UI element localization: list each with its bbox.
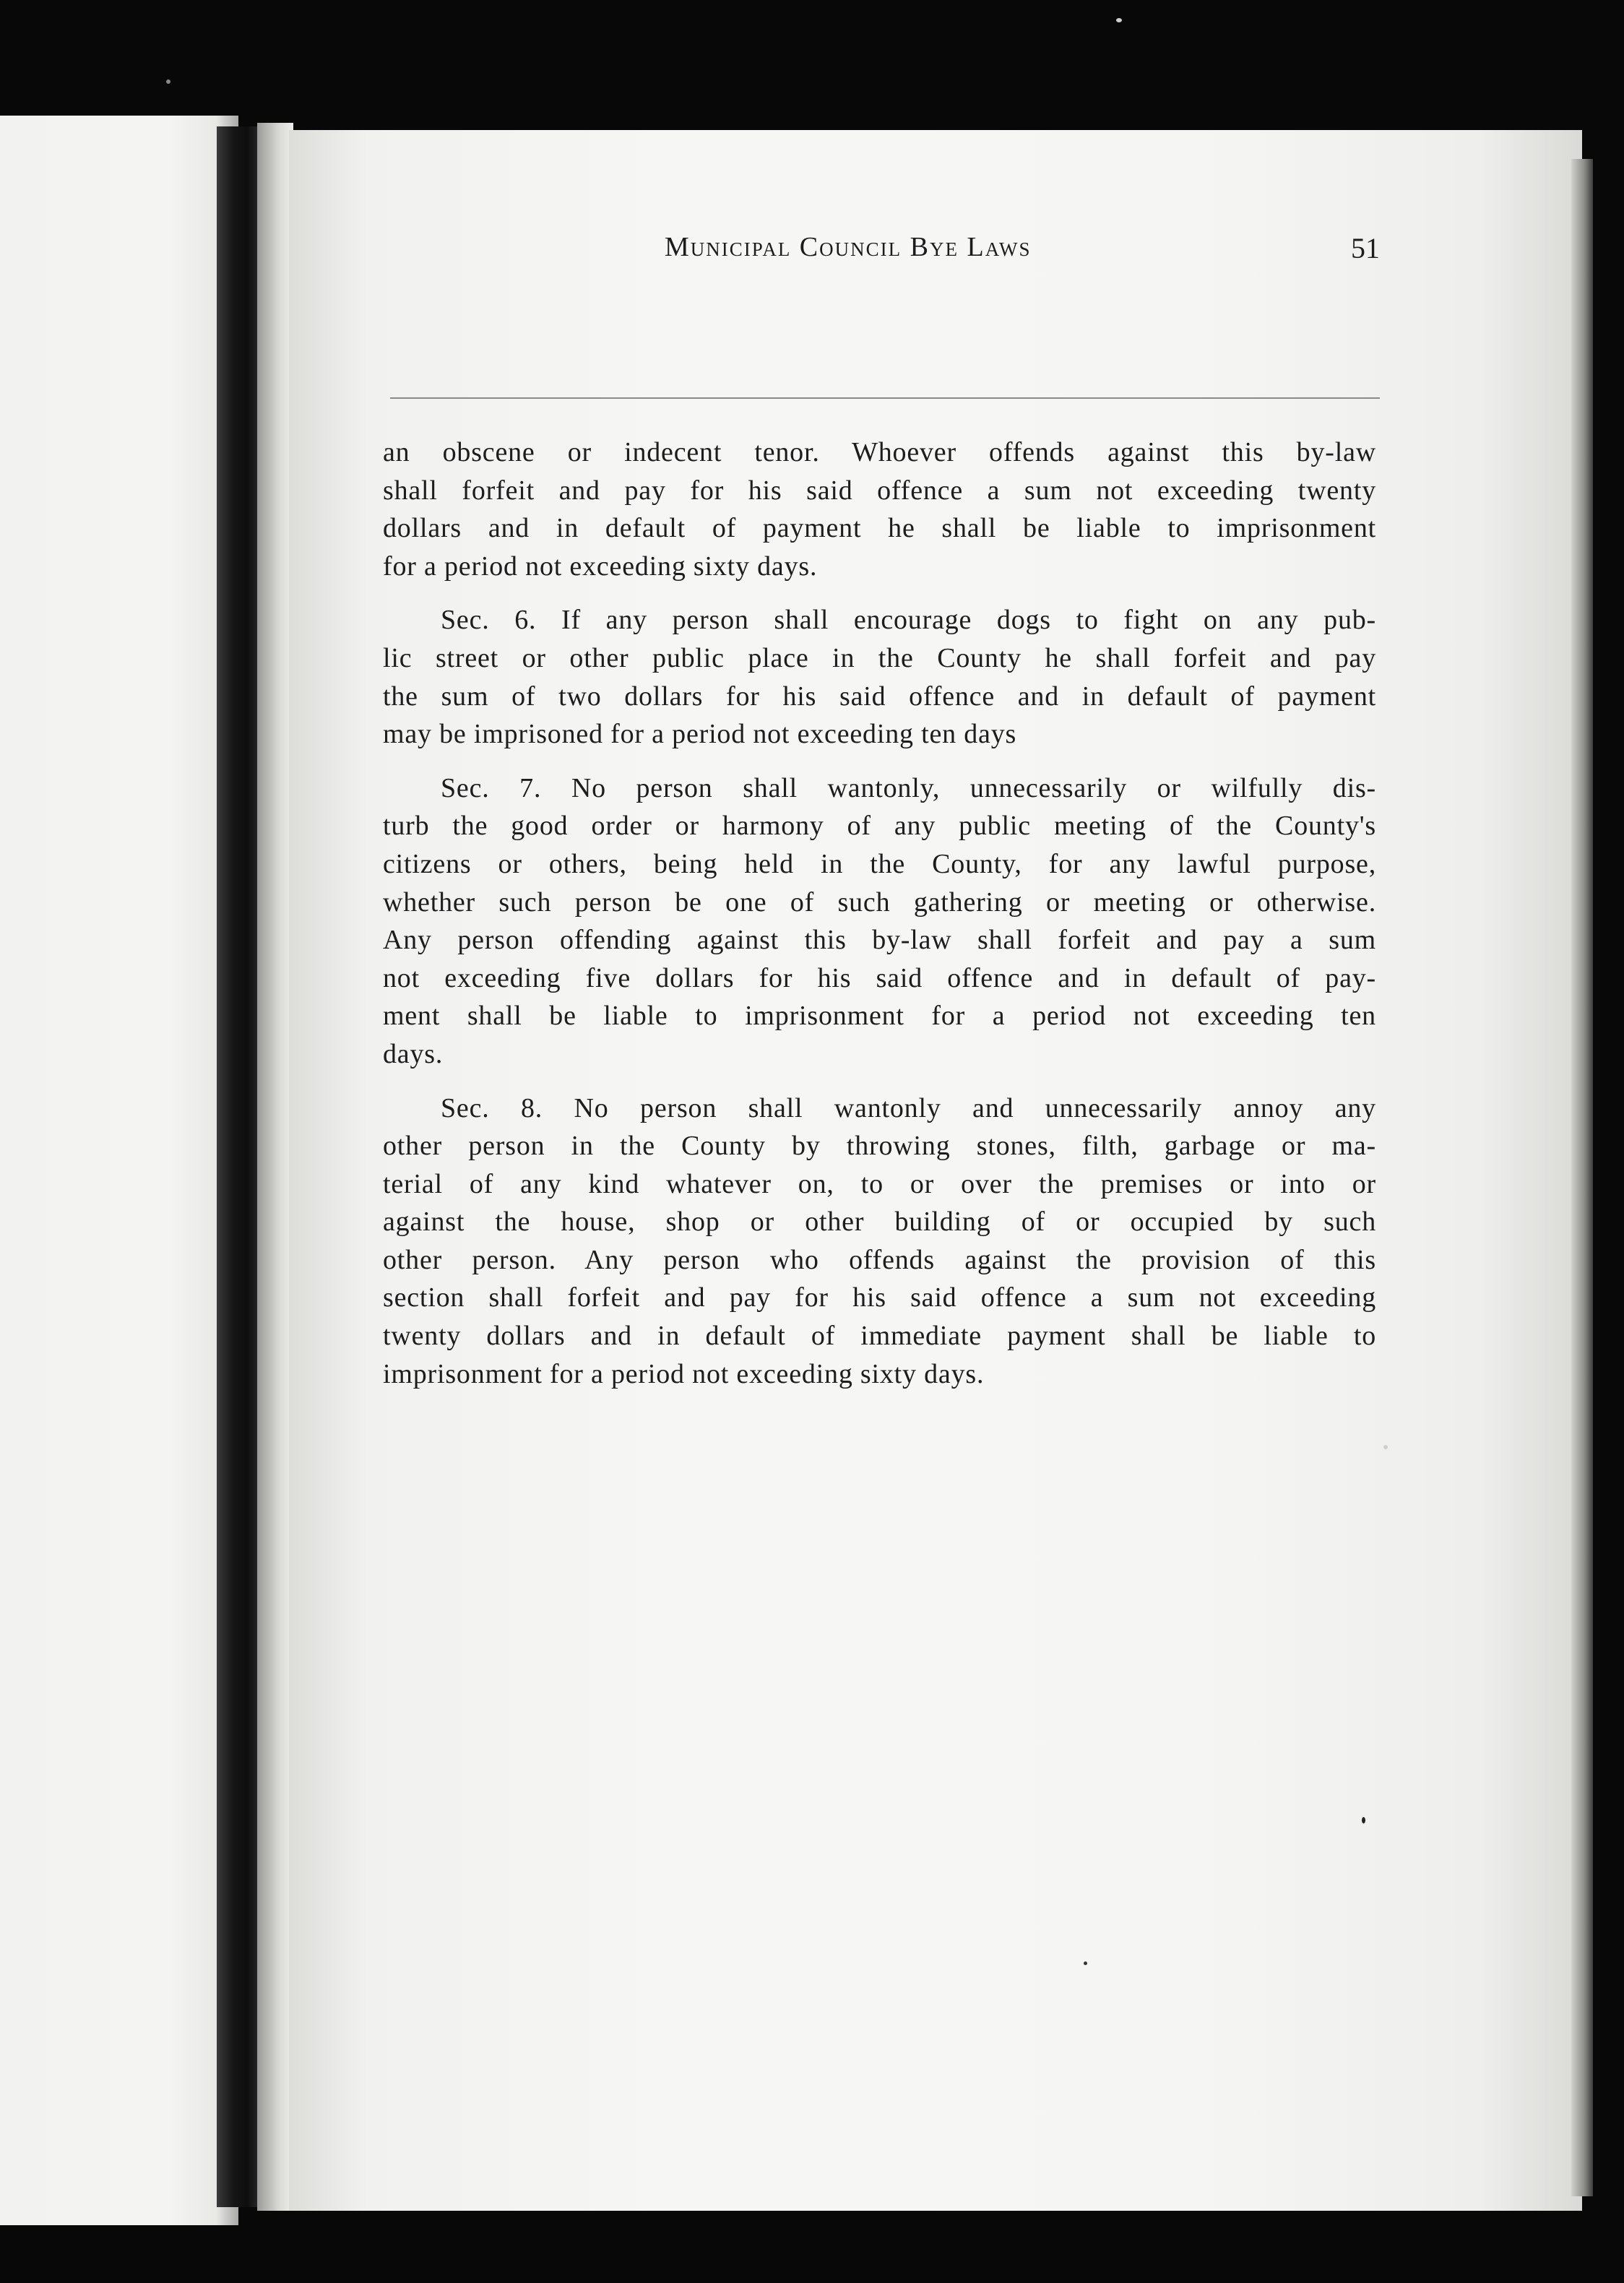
text-line: days. <box>383 1038 444 1069</box>
text-line: ment shall be liable to imprisonment for a period not exceeding ten <box>383 1001 1376 1032</box>
dust-speck <box>1116 18 1122 22</box>
page-number: 51 <box>1351 232 1380 264</box>
dust-speck <box>166 79 170 84</box>
text-line: terial of any kind whatever on, to or over the premises or into or <box>383 1168 1376 1199</box>
dust-speck <box>1362 1817 1365 1824</box>
paragraph-gap <box>383 585 1376 601</box>
text-line: whether such person be one of such gathering or meeting or otherwise. <box>383 886 1376 918</box>
running-head <box>361 231 1380 275</box>
text-line: shall forfeit and pay for his said offence a sum not exceeding twenty <box>383 475 1376 506</box>
text-line: against the house, shop or other building of or occupied by such <box>383 1207 1376 1238</box>
text-line: the sum of two dollars for his said offence and in default of payment <box>383 681 1376 712</box>
text-line: dollars and in default of payment he shall be liable to imprisonment <box>383 513 1376 544</box>
running-head-title: Municipal Council Bye Laws <box>665 232 1032 262</box>
book-spine <box>217 126 260 2207</box>
text-line: other person in the County by throwing stones, filth, garbage or ma- <box>383 1131 1376 1162</box>
text-line: Sec. 7. No person shall wantonly, unnecessarily or wilfully dis- <box>441 772 1376 803</box>
page-edge-stack <box>1571 159 1593 2196</box>
dust-speck <box>1084 1962 1087 1965</box>
page-curve <box>257 123 293 2211</box>
text-line: twenty dollars and in default of immediate payment shall be liable to <box>383 1321 1376 1352</box>
dust-speck <box>1383 1445 1388 1449</box>
text-line: turb the good order or harmony of any public meeting of the County's <box>383 811 1376 842</box>
text-line: Sec. 8. No person shall wantonly and unnecessarily annoy any <box>441 1092 1376 1123</box>
text-line: lic street or other public place in the County he shall forfeit and pay <box>383 642 1376 673</box>
body-text <box>383 433 1376 1393</box>
text-line: other person. Any person who offends against the provision of this <box>383 1244 1376 1275</box>
text-line: imprisonment for a period not exceeding sixty days. <box>383 1358 985 1389</box>
text-line: for a period not exceeding sixty days. <box>383 551 818 582</box>
text-line: section shall forfeit and pay for his said offence a sum not exceeding <box>383 1282 1376 1313</box>
text-line: not exceeding five dollars for his said offence and in default of pay- <box>383 962 1376 993</box>
text-line: an obscene or indecent tenor. Whoever offends against this by-law <box>383 437 1376 467</box>
left-facing-page <box>0 116 238 2225</box>
text-line: may be imprisoned for a period not exceeding ten days <box>383 719 1017 750</box>
text-line: citizens or others, being held in the County, for any lawful purpose, <box>383 848 1376 879</box>
paragraph-gap <box>383 754 1376 769</box>
text-line: Any person offending against this by-law shall forfeit and pay a sum <box>383 925 1376 956</box>
text-line: Sec. 6. If any person shall encourage dogs to fight on any pub- <box>441 605 1376 636</box>
header-rule <box>390 397 1380 399</box>
paragraph-gap <box>383 1074 1376 1089</box>
